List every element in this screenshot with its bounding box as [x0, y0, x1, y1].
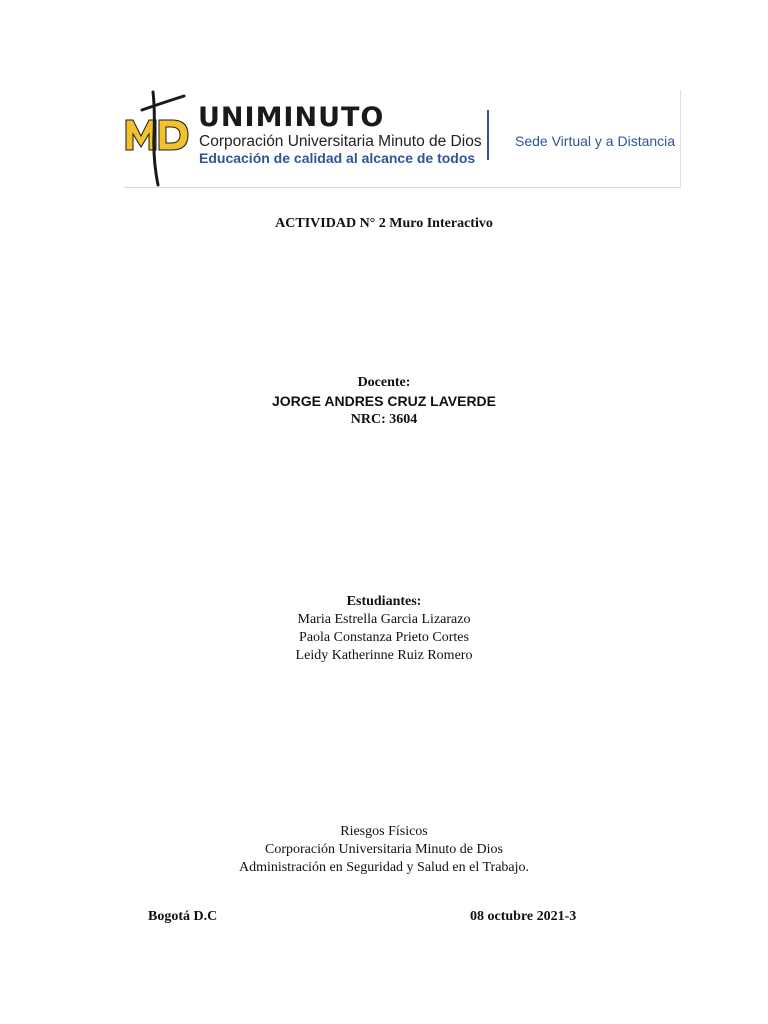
header-divider	[487, 110, 489, 160]
nrc-label: NRC:	[350, 412, 386, 427]
brand-tagline: Educación de calidad al alcance de todos	[199, 150, 476, 166]
student-name: Leidy Katherinne Ruiz Romero	[295, 648, 473, 663]
course-subject: Riesgos Físicos	[340, 824, 428, 839]
nrc-line	[0, 411, 768, 429]
sede-label: Sede Virtual y a Distancia	[515, 133, 676, 149]
teacher-label: Docente:	[357, 375, 411, 390]
course-program: Administración en Seguridad y Salud en el Trabajo.	[238, 860, 530, 875]
student-name: Maria Estrella Garcia Lizarazo	[297, 612, 471, 627]
brand-name: UNIMINUTO	[198, 102, 385, 133]
students-label: Estudiantes:	[346, 594, 422, 609]
footer-city: Bogotá D.C	[148, 909, 218, 924]
nrc-value: 3604	[389, 412, 418, 427]
brand-subtitle: Corporación Universitaria Minuto de Dios	[199, 133, 482, 150]
teacher-name: JORGE ANDRES CRUZ LAVERDE	[271, 393, 497, 409]
md-cross-logo-icon	[124, 90, 194, 187]
footer-date: 08 octubre 2021-3	[470, 909, 577, 924]
student-name: Paola Constanza Prieto Cortes	[299, 630, 469, 645]
header-banner	[124, 90, 681, 188]
course-institution: Corporación Universitaria Minuto de Dios	[265, 842, 503, 857]
document-title: ACTIVIDAD N° 2 Muro Interactivo	[275, 216, 493, 231]
